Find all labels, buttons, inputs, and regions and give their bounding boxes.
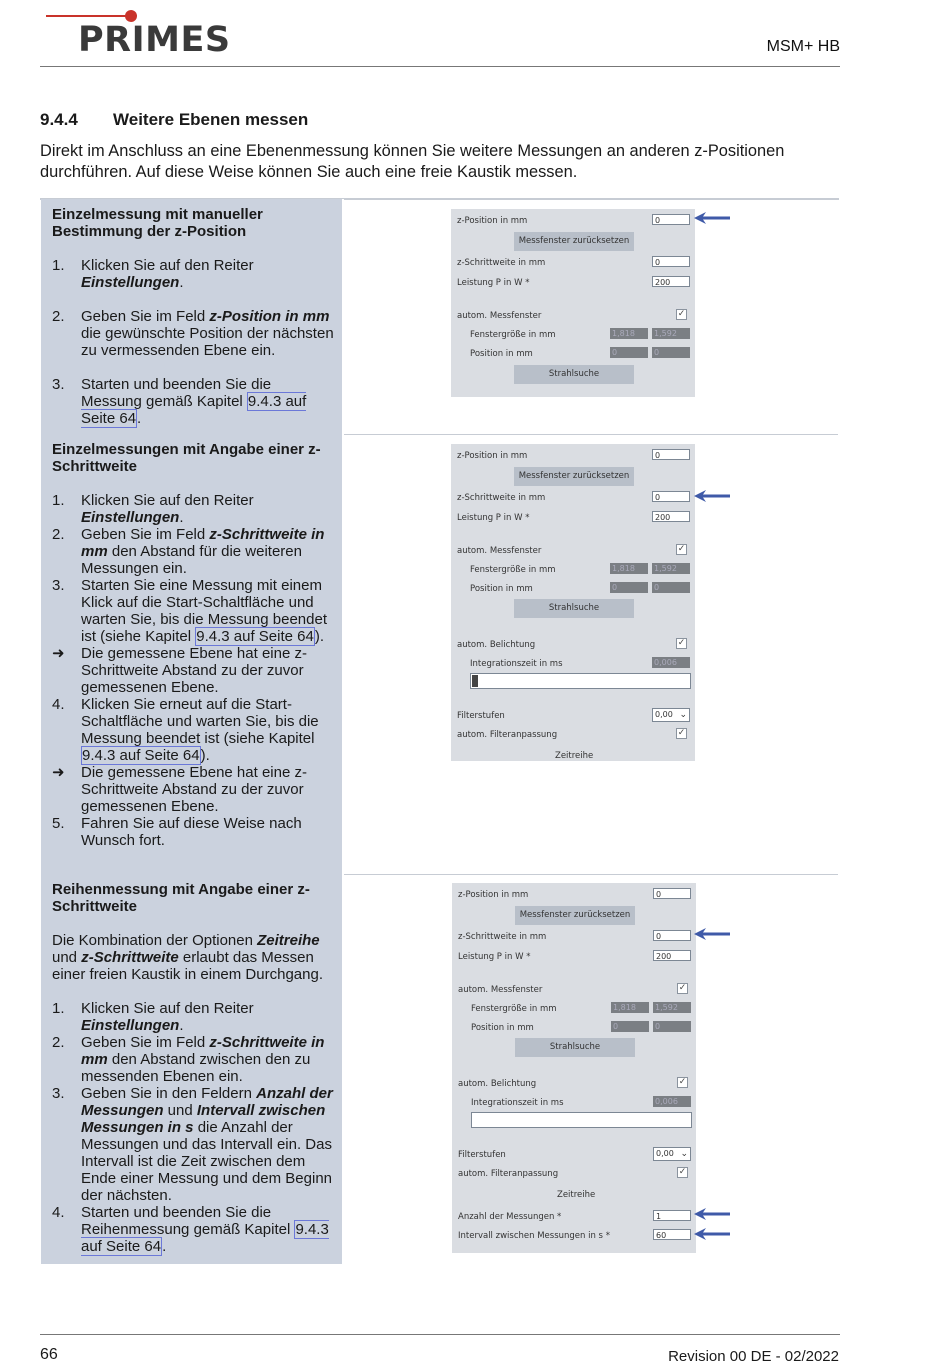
auto-window-checkbox[interactable]: ✓	[678, 983, 687, 993]
step-text: den Abstand zwischen den zu messenden Ebenen ein.	[81, 1051, 311, 1085]
filter-label: Filterstufen	[458, 1150, 506, 1160]
window-size-x: 1,818	[611, 1002, 649, 1013]
zstep-label: z-Schrittweite in mm	[457, 493, 546, 503]
integration-slider[interactable]	[471, 1112, 692, 1128]
page-header	[40, 0, 840, 67]
step	[52, 696, 334, 764]
logo: PRIMES	[78, 20, 231, 60]
step	[52, 1204, 334, 1255]
step	[52, 526, 334, 577]
auto-window-label: autom. Messfenster	[457, 546, 542, 556]
zpos-label: z-Position in mm	[457, 451, 528, 461]
chapter-link[interactable]: 9.4.3 auf Seite 64	[81, 1221, 329, 1255]
arrow-icon	[692, 1207, 732, 1221]
para-emphasis: z-Schrittweite	[81, 949, 179, 966]
step-text: Geben Sie im Feld	[81, 308, 210, 325]
step-text: ).	[200, 747, 210, 764]
zstep-label: z-Schrittweite in mm	[458, 932, 547, 942]
beam-search-button[interactable]: Strahlsuche	[514, 599, 634, 618]
para-text: erlaubt das Messen einer freien Kaustik in einem Durchgang.	[52, 949, 323, 983]
position-x: 0	[610, 347, 648, 358]
step-text: den Abstand für die weiteren Messungen ein.	[81, 543, 302, 577]
revision-label: Revision 00 DE - 02/2022	[668, 1348, 839, 1365]
reset-window-button[interactable]: Messfenster zurücksetzen	[514, 232, 634, 251]
auto-window-checkbox[interactable]: ✓	[677, 309, 686, 319]
step-text: ).	[314, 628, 324, 645]
power-input[interactable]: 200	[652, 511, 690, 522]
step-text: Geben Sie in den Feldern	[81, 1085, 257, 1102]
step-number: 3.	[52, 376, 65, 393]
step-text: .	[137, 410, 142, 427]
step-text: .	[179, 1017, 184, 1034]
step	[52, 492, 334, 526]
chevron-down-icon: ⌄	[680, 1149, 688, 1159]
zpos-input[interactable]: 0	[652, 214, 690, 225]
window-size-label: Fenstergröße in mm	[470, 565, 556, 575]
interval-input[interactable]: 60	[653, 1229, 691, 1240]
step-emphasis: Einstellungen	[81, 509, 180, 526]
position-label: Position in mm	[470, 349, 533, 359]
position-label: Position in mm	[470, 584, 533, 594]
row-paragraph	[52, 932, 334, 983]
zpos-label: z-Position in mm	[457, 216, 528, 226]
power-label: Leistung P in W *	[458, 952, 531, 962]
intro-paragraph: Direkt im Anschluss an eine Ebenenmessung können Sie weitere Messungen an anderen z-Positionen durchführen. Auf diese Weise können Sie auch eine freie Kaustik messen.	[40, 142, 785, 181]
filter-select[interactable]	[653, 1147, 691, 1161]
step-emphasis: Einstellungen	[81, 1017, 180, 1034]
document-title: MSM+ HB	[766, 38, 840, 55]
interval-label: Intervall zwischen Messungen in s *	[458, 1231, 610, 1241]
auto-filter-checkbox[interactable]: ✓	[678, 1167, 687, 1177]
auto-filter-label: autom. Filteranpassung	[457, 730, 558, 740]
row-title: Einzelmessungen mit Angabe einer z-Schrittweite	[52, 441, 321, 475]
result-text: Die gemessene Ebene hat eine z-Schrittweite Abstand zu der zuvor gemessenen Ebene.	[81, 645, 307, 696]
step	[52, 815, 334, 849]
step-number: 5.	[52, 815, 65, 832]
settings-panel	[452, 883, 696, 1253]
position-y: 0	[652, 582, 690, 593]
instruction-cell	[41, 199, 344, 434]
step	[52, 1034, 334, 1085]
filter-select[interactable]	[652, 708, 690, 722]
chapter-link[interactable]: 9.4.3 auf Seite 64	[82, 747, 200, 764]
reset-window-button[interactable]: Messfenster zurücksetzen	[515, 906, 635, 925]
step-emphasis: z-Position in mm	[209, 308, 330, 325]
window-size-x: 1,818	[610, 328, 648, 339]
result	[52, 764, 334, 815]
integration-slider[interactable]	[470, 673, 691, 689]
time-series-tab[interactable]: Zeitreihe	[555, 751, 594, 761]
zpos-label: z-Position in mm	[458, 890, 529, 900]
step	[52, 308, 334, 359]
window-size-label: Fenstergröße in mm	[471, 1004, 557, 1014]
step-emphasis: Intervall zwischen Messungen in s	[81, 1102, 326, 1136]
integration-value: 0,006	[652, 657, 690, 668]
step-number: 2.	[52, 308, 65, 325]
beam-search-button[interactable]: Strahlsuche	[514, 365, 634, 384]
position-x: 0	[611, 1021, 649, 1032]
step-text: Klicken Sie auf den Reiter	[81, 1000, 254, 1017]
position-label: Position in mm	[471, 1023, 534, 1033]
settings-panel	[451, 209, 695, 397]
auto-exposure-checkbox[interactable]: ✓	[678, 1077, 687, 1087]
step	[52, 376, 334, 427]
beam-search-button[interactable]: Strahlsuche	[515, 1038, 635, 1057]
power-input[interactable]: 200	[653, 950, 691, 961]
logo-line	[46, 15, 128, 17]
zstep-input[interactable]: 0	[652, 256, 690, 267]
time-series-tab[interactable]: Zeitreihe	[557, 1190, 596, 1200]
step	[52, 577, 334, 645]
chapter-link[interactable]: 9.4.3 auf Seite 64	[196, 628, 314, 645]
auto-window-checkbox[interactable]: ✓	[677, 544, 686, 554]
integration-label: Integrationszeit in ms	[471, 1098, 564, 1108]
step-text: Klicken Sie auf den Reiter	[81, 492, 254, 509]
step-number: 2.	[52, 526, 65, 543]
zpos-input[interactable]: 0	[653, 888, 691, 899]
step-text: .	[162, 1238, 167, 1255]
arrow-right-icon: ➜	[52, 764, 65, 781]
table-row	[41, 434, 838, 875]
instruction-cell	[41, 874, 344, 1264]
filter-value: 0,00	[655, 710, 673, 719]
step	[52, 1085, 334, 1204]
auto-exposure-label: autom. Belichtung	[457, 640, 536, 650]
step-text: die gewünschte Position der nächsten zu vermessenden Ebene ein.	[81, 325, 334, 359]
para-text: Die Kombination der Optionen	[52, 932, 258, 949]
filter-label: Filterstufen	[457, 711, 505, 721]
step-text: Starten und beenden Sie die Messung gemäß Kapitel	[81, 376, 272, 410]
zstep-input[interactable]: 0	[653, 930, 691, 941]
step-number: 4.	[52, 696, 65, 713]
para-text: und	[52, 949, 82, 966]
step-text: die Anzahl der Messungen und das Intervall ein. Das Intervall ist die Zeit zwischen dem Ende einer Messung und dem Beginn der nächsten.	[81, 1119, 333, 1204]
step-number: 1.	[52, 257, 65, 274]
integration-label: Integrationszeit in ms	[470, 659, 563, 669]
window-size-y: 1,592	[652, 563, 690, 574]
row-title: Einzelmessung mit manueller Bestimmung der z-Position	[52, 206, 263, 240]
position-x: 0	[610, 582, 648, 593]
position-y: 0	[652, 347, 690, 358]
reset-window-button[interactable]: Messfenster zurücksetzen	[514, 467, 634, 486]
settings-panel	[451, 444, 695, 761]
instruction-cell	[41, 434, 344, 874]
chapter-link[interactable]: 9.4.3 auf Seite 64	[81, 393, 307, 427]
instruction-table	[40, 198, 839, 1255]
table-row	[41, 199, 838, 435]
step-number: 4.	[52, 1204, 65, 1221]
window-size-x: 1,818	[610, 563, 648, 574]
step-emphasis: Einstellungen	[81, 274, 180, 291]
step-text: .	[179, 274, 184, 291]
arrow-icon	[692, 927, 732, 941]
step-text: Geben Sie im Feld	[81, 526, 210, 543]
zstep-input[interactable]: 0	[652, 491, 690, 502]
step-text: Geben Sie im Feld	[81, 1034, 210, 1051]
step-text: Klicken Sie erneut auf die Start-Schaltfläche und warten Sie, bis die Messung beendet ist (siehe Kapitel	[81, 696, 319, 747]
auto-filter-label: autom. Filteranpassung	[458, 1169, 559, 1179]
step-number: 2.	[52, 1034, 65, 1051]
para-emphasis: Zeitreihe	[257, 932, 320, 949]
step-number: 3.	[52, 577, 65, 594]
integration-value: 0,006	[653, 1096, 691, 1107]
section-number: 9.4.4	[40, 110, 78, 129]
step-text: Starten Sie eine Messung mit einem Klick auf die Start-Schaltfläche und warten Sie, bis die Messung beendet ist (siehe Kapitel	[81, 577, 327, 645]
power-label: Leistung P in W *	[457, 278, 530, 288]
filter-value: 0,00	[656, 1149, 674, 1158]
power-label: Leistung P in W *	[457, 513, 530, 523]
window-size-label: Fenstergröße in mm	[470, 330, 556, 340]
row-title: Reihenmessung mit Angabe einer z-Schrittweite	[52, 881, 310, 915]
step-text: .	[179, 509, 184, 526]
step-emphasis: z-Schrittweite in mm	[81, 526, 325, 560]
step-text: Klicken Sie auf den Reiter	[81, 257, 254, 274]
auto-exposure-label: autom. Belichtung	[458, 1079, 537, 1089]
position-y: 0	[653, 1021, 691, 1032]
step-number: 1.	[52, 492, 65, 509]
step-emphasis: Anzahl der Messungen	[81, 1085, 333, 1119]
step	[52, 1000, 334, 1034]
arrow-icon	[692, 1227, 732, 1241]
chevron-down-icon: ⌄	[679, 710, 687, 720]
step-text: und	[163, 1102, 197, 1119]
arrow-right-icon: ➜	[52, 645, 65, 662]
result	[52, 645, 334, 696]
step-text: Starten und beenden Sie die Reihenmessung gemäß Kapitel	[81, 1204, 295, 1238]
zpos-input[interactable]: 0	[652, 449, 690, 460]
step	[52, 257, 334, 291]
step-number: 1.	[52, 1000, 65, 1017]
auto-filter-checkbox[interactable]: ✓	[677, 728, 686, 738]
auto-exposure-checkbox[interactable]: ✓	[677, 638, 686, 648]
step-text: Fahren Sie auf diese Weise nach Wunsch fort.	[81, 815, 302, 849]
step-number: 3.	[52, 1085, 65, 1102]
arrow-icon	[692, 489, 732, 503]
auto-window-label: autom. Messfenster	[457, 311, 542, 321]
section-title: Weitere Ebenen messen	[113, 110, 309, 129]
count-input[interactable]: 1	[653, 1210, 691, 1221]
page-number: 66	[40, 1346, 58, 1363]
window-size-y: 1,592	[653, 1002, 691, 1013]
result-text: Die gemessene Ebene hat eine z-Schrittweite Abstand zu der zuvor gemessenen Ebene.	[81, 764, 307, 815]
arrow-icon	[692, 211, 732, 225]
auto-window-label: autom. Messfenster	[458, 985, 543, 995]
table-row	[41, 874, 838, 1264]
count-label: Anzahl der Messungen *	[458, 1212, 562, 1222]
window-size-y: 1,592	[652, 328, 690, 339]
zstep-label: z-Schrittweite in mm	[457, 258, 546, 268]
footer-divider	[40, 1334, 840, 1335]
step-emphasis: z-Schrittweite in mm	[81, 1034, 325, 1068]
power-input[interactable]: 200	[652, 276, 690, 287]
